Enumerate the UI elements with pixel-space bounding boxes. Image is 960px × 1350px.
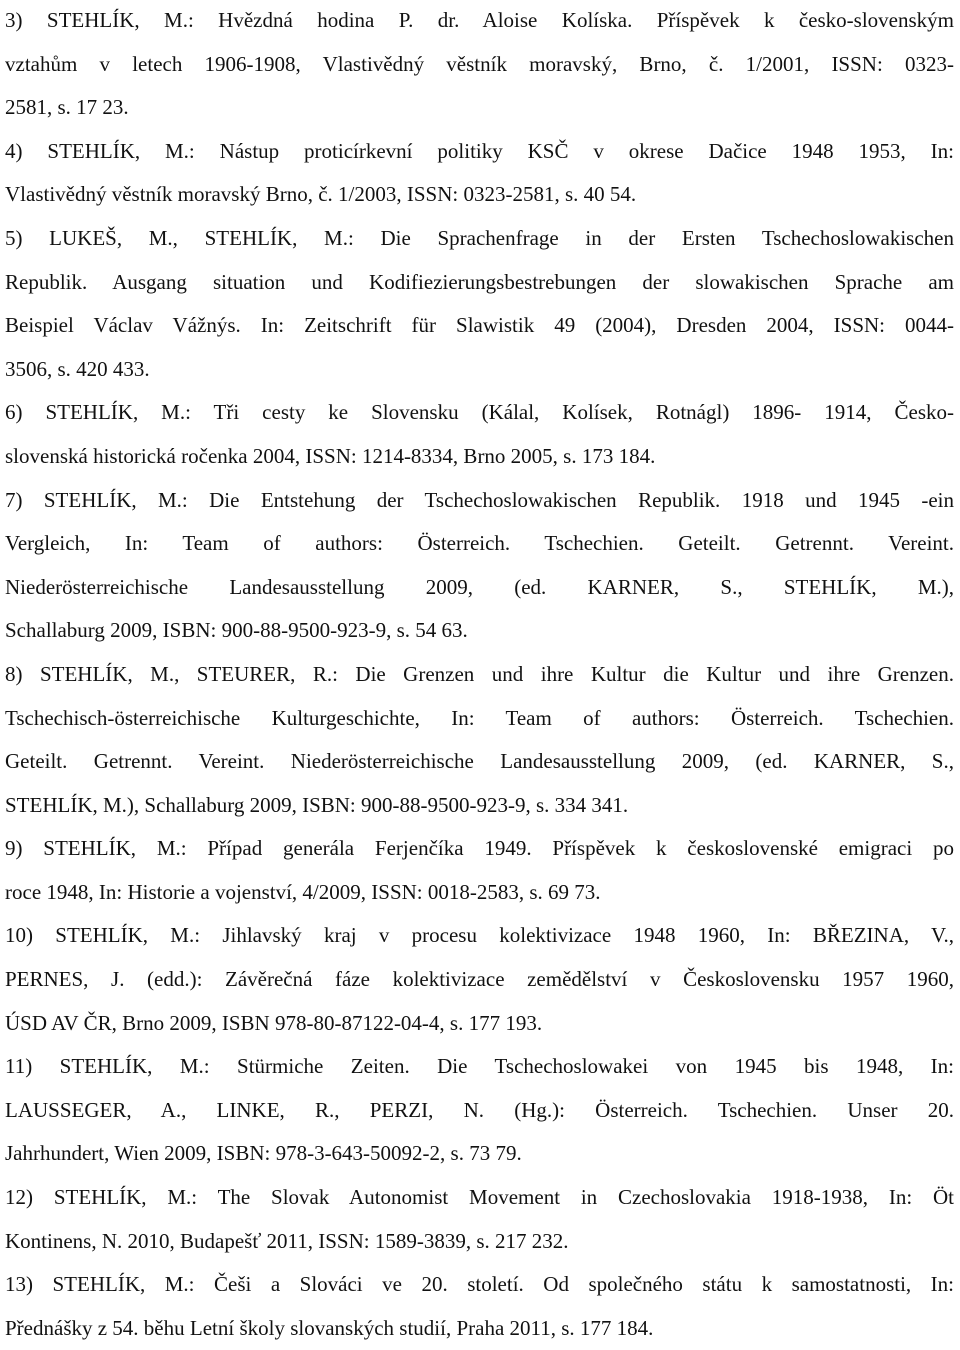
reference-7: [5, 479, 954, 653]
reference-8: [5, 653, 954, 827]
reference-line: roce 1948, In: Historie a vojenství, 4/2009, ISSN: 0018-2583, s. 69 73.: [5, 879, 601, 904]
reference-line: Vlastivědný věstník moravský Brno, č. 1/2003, ISSN: 0323-2581, s. 40 54.: [5, 182, 637, 207]
reference-10: [5, 914, 954, 1045]
reference-line: 2581, s. 17 23.: [5, 95, 129, 120]
reference-line: 11) STEHLÍK, M.: Stürmiche Zeiten. Die Tschechoslowakei von 1945 bis 1948, In:: [5, 1054, 954, 1079]
reference-line: PERNES, J. (edd.): Závěrečná fáze kolektivizace zemědělství v Československu 1957 1960,: [5, 967, 954, 992]
reference-line: 9) STEHLÍK, M.: Případ generála Ferjenčíka 1949. Příspěvek k československé emigraci po: [5, 836, 954, 861]
reference-line: 5) LUKEŠ, M., STEHLÍK, M.: Die Sprachenfrage in der Ersten Tschechoslowakischen: [5, 225, 954, 250]
reference-line: 6) STEHLÍK, M.: Tři cesty ke Slovensku (Kálal, Kolísek, Rotnágl) 1896- 1914, Česko-: [5, 400, 954, 425]
reference-line: 7) STEHLÍK, M.: Die Entstehung der Tschechoslowakischen Republik. 1918 und 1945 -ein: [5, 487, 954, 512]
reference-line: Schallaburg 2009, ISBN: 900-88-9500-923-9, s. 54 63.: [5, 618, 468, 643]
reference-13: [5, 1263, 954, 1350]
reference-11: [5, 1045, 954, 1176]
reference-line: Beispiel Václav Vážnýs. In: Zeitschrift für Slawistik 49 (2004), Dresden 2004, ISSN: 0044-: [5, 313, 954, 338]
reference-line: STEHLÍK, M.), Schallaburg 2009, ISBN: 900-88-9500-923-9, s. 334 341.: [5, 792, 629, 817]
reference-line: vztahům v letech 1906-1908, Vlastivědný věstník moravský, Brno, č. 1/2001, ISSN: 0323-: [5, 51, 954, 76]
reference-line: 13) STEHLÍK, M.: Češi a Slováci ve 20. století. Od společného státu k samostatnosti, In:: [5, 1272, 954, 1297]
reference-line: Niederösterreichische Landesausstellung 2009, (ed. KARNER, S., STEHLÍK, M.),: [5, 574, 954, 599]
reference-line: Přednášky z 54. běhu Letní školy slovanských studií, Praha 2011, s. 177 184.: [5, 1315, 654, 1340]
reference-line: 8) STEHLÍK, M., STEURER, R.: Die Grenzen und ihre Kultur die Kultur und ihre Grenzen.: [5, 661, 954, 686]
reference-line: 12) STEHLÍK, M.: The Slovak Autonomist Movement in Czechoslovakia 1918-1938, In: Öt: [5, 1185, 954, 1210]
reference-line: LAUSSEGER, A., LINKE, R., PERZI, N. (Hg.): Österreich. Tschechien. Unser 20.: [5, 1097, 954, 1122]
reference-line: Geteilt. Getrennt. Vereint. Niederösterreichische Landesausstellung 2009, (ed. KARNER, S.,: [5, 749, 954, 774]
reference-line: 10) STEHLÍK, M.: Jihlavský kraj v procesu kolektivizace 1948 1960, In: BŘEZINA, V.,: [5, 923, 954, 948]
reference-line: slovenská historická ročenka 2004, ISSN: 1214-8334, Brno 2005, s. 173 184.: [5, 443, 656, 468]
reference-3: [5, 0, 954, 130]
reference-line: Vergleich, In: Team of authors: Österreich. Tschechien. Geteilt. Getrennt. Vereint.: [5, 531, 954, 556]
reference-12: [5, 1176, 954, 1263]
reference-line: 3506, s. 420 433.: [5, 356, 150, 381]
reference-line: 3) STEHLÍK, M.: Hvězdná hodina P. dr. Aloise Kolíska. Příspěvek k česko-slovenským: [5, 8, 954, 32]
reference-line: ÚSD AV ČR, Brno 2009, ISBN 978-80-87122-04-4, s. 177 193.: [5, 1010, 543, 1035]
reference-line: Jahrhundert, Wien 2009, ISBN: 978-3-643-50092-2, s. 73 79.: [5, 1141, 522, 1166]
reference-line: Tschechisch-österreichische Kulturgeschichte, In: Team of authors: Österreich. Tschechien.: [5, 705, 954, 730]
reference-5: [5, 217, 954, 391]
reference-9: [5, 827, 954, 914]
reference-line: Republik. Ausgang situation und Kodifiezierungsbestrebungen der slowakischen Sprache am: [5, 269, 954, 294]
reference-4: [5, 130, 954, 217]
reference-6: [5, 391, 954, 478]
reference-line: 4) STEHLÍK, M.: Nástup proticírkevní politiky KSČ v okrese Dačice 1948 1953, In:: [5, 138, 954, 163]
reference-line: Kontinens, N. 2010, Budapešť 2011, ISSN: 1589-3839, s. 217 232.: [5, 1228, 569, 1253]
